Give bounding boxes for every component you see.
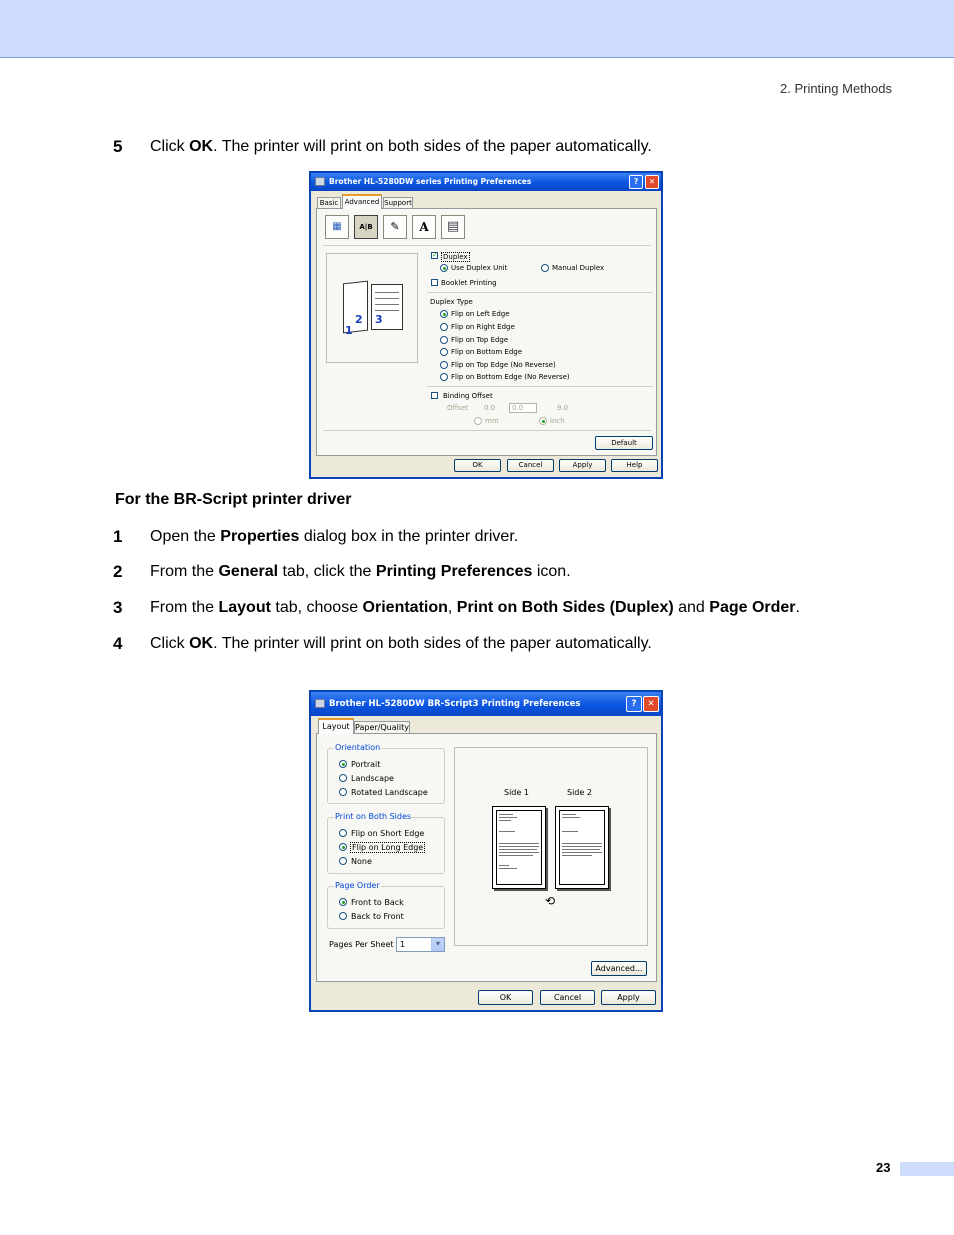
section-title: 2. Printing Methods bbox=[779, 81, 892, 96]
side-1-label: Side 1 bbox=[504, 788, 529, 797]
duplex-icon[interactable]: A|B bbox=[354, 215, 378, 239]
step-text-part: and bbox=[673, 599, 710, 616]
page-number: 23 bbox=[876, 1160, 891, 1175]
tab-layout[interactable]: Layout bbox=[318, 718, 354, 734]
use-duplex-unit-label: Use Duplex Unit bbox=[451, 264, 508, 272]
binding-offset-checkbox[interactable] bbox=[431, 392, 438, 399]
apply-button[interactable]: Apply bbox=[601, 990, 656, 1005]
tab-basic[interactable]: Basic bbox=[317, 197, 341, 209]
preview-page-2 bbox=[555, 806, 609, 889]
preview-line bbox=[499, 868, 517, 869]
step-text-part: From the bbox=[150, 599, 219, 616]
title-bar bbox=[311, 173, 661, 191]
ok-button[interactable]: OK bbox=[478, 990, 533, 1005]
offset-input[interactable]: 0.0 bbox=[509, 403, 537, 413]
help-icon[interactable]: ? bbox=[629, 175, 643, 189]
offset-label: Offset bbox=[447, 404, 469, 412]
step-number: 1 bbox=[113, 527, 123, 546]
flip-short-edge-radio[interactable] bbox=[339, 829, 347, 837]
subheading: For the BR-Script printer driver bbox=[115, 491, 352, 508]
step-number: 5 bbox=[113, 137, 123, 156]
dialog-title: Brother HL-5280DW BR-Script3 Printing Preferences bbox=[329, 699, 581, 709]
unit-inch-label: inch bbox=[550, 417, 565, 425]
close-icon[interactable]: ✕ bbox=[643, 696, 659, 712]
duplex-type-label: Flip on Bottom Edge bbox=[451, 348, 523, 356]
preview-line bbox=[375, 304, 399, 305]
step-text-part: tab, choose bbox=[270, 599, 363, 616]
preview-line bbox=[499, 852, 539, 853]
step-text-part: . bbox=[795, 599, 800, 616]
duplex-label: Duplex bbox=[443, 253, 468, 261]
manual-duplex-label: Manual Duplex bbox=[552, 264, 605, 272]
pages-per-sheet-label: Pages Per Sheet bbox=[329, 940, 394, 949]
page-border bbox=[559, 810, 605, 885]
step-text-bold: Page Order bbox=[709, 599, 796, 616]
duplex-checkbox[interactable]: ✓ bbox=[432, 251, 438, 259]
preview-line bbox=[499, 831, 515, 832]
preview-line bbox=[499, 849, 537, 850]
step-text bbox=[150, 527, 518, 547]
page-number-2: 2 bbox=[355, 313, 363, 326]
cancel-button[interactable]: Cancel bbox=[507, 459, 554, 472]
printing-preferences-dialog bbox=[309, 171, 663, 479]
preview-line bbox=[375, 298, 399, 299]
step-number: 4 bbox=[113, 634, 123, 653]
print-quality-icon[interactable]: ▦ bbox=[325, 215, 349, 239]
flip-long-edge-radio[interactable] bbox=[339, 843, 347, 851]
booklet-printing-checkbox[interactable] bbox=[431, 279, 438, 286]
help-icon[interactable]: ? bbox=[626, 696, 642, 712]
layout-panel bbox=[316, 733, 657, 982]
duplex-type-radio[interactable] bbox=[440, 373, 448, 381]
tab-paper-quality[interactable]: Paper/Quality bbox=[355, 723, 409, 732]
side-2-label: Side 2 bbox=[567, 788, 592, 797]
back-to-front-label: Back to Front bbox=[351, 912, 404, 921]
rotated-landscape-label: Rotated Landscape bbox=[351, 788, 428, 797]
step-text bbox=[150, 562, 571, 582]
duplex-type-label: Flip on Top Edge bbox=[451, 336, 509, 344]
preview-line bbox=[562, 849, 600, 850]
preview-line bbox=[499, 865, 509, 866]
step-text-part: dialog box in the printer driver. bbox=[299, 528, 519, 545]
preview-line bbox=[562, 855, 592, 856]
step-text-part: From the bbox=[150, 563, 219, 580]
portrait-radio[interactable] bbox=[339, 760, 347, 768]
step-text-bold: Print on Both Sides (Duplex) bbox=[456, 599, 674, 616]
step-text-bold: Properties bbox=[220, 528, 300, 545]
divider bbox=[427, 386, 653, 387]
footer-band bbox=[900, 1162, 954, 1176]
advanced-panel bbox=[316, 208, 657, 456]
preview-page-1 bbox=[492, 806, 546, 889]
divider bbox=[427, 292, 653, 293]
watermark-icon[interactable]: ✎ bbox=[383, 215, 407, 239]
offset-min: 0.0 bbox=[484, 404, 496, 412]
step-text-bold: Orientation bbox=[362, 599, 448, 616]
preview-line bbox=[375, 310, 399, 311]
duplex-type-label: Flip on Bottom Edge (No Reverse) bbox=[451, 373, 570, 381]
dialog-title: Brother HL-5280DW series Printing Preferences bbox=[329, 177, 532, 186]
step-text-bold: General bbox=[218, 563, 279, 580]
page-border bbox=[496, 810, 542, 885]
page-number-3: 3 bbox=[375, 313, 383, 326]
step-text bbox=[150, 137, 652, 157]
duplex-type-label: Flip on Top Edge (No Reverse) bbox=[451, 361, 556, 369]
duplex-type-radio[interactable] bbox=[440, 348, 448, 356]
divider bbox=[323, 430, 651, 431]
preview-line bbox=[499, 843, 539, 844]
page-order-label: Page Order bbox=[335, 881, 380, 890]
step-text-part: . The printer will print on both sides of the paper automatically. bbox=[213, 138, 652, 155]
step-text-part: Open the bbox=[150, 528, 221, 545]
none-label: None bbox=[351, 857, 372, 866]
step-number: 3 bbox=[113, 598, 123, 617]
apply-button[interactable]: Apply bbox=[559, 459, 606, 472]
pages-per-sheet-value: 1 bbox=[400, 940, 406, 949]
printer-icon bbox=[315, 177, 325, 186]
front-to-back-radio[interactable] bbox=[339, 898, 347, 906]
preview-line bbox=[499, 814, 513, 815]
preview-line bbox=[562, 852, 602, 853]
help-button[interactable]: Help bbox=[611, 459, 658, 472]
divider bbox=[323, 245, 651, 246]
tab-support[interactable]: Support bbox=[384, 199, 412, 207]
step-text-part: icon. bbox=[532, 563, 571, 580]
preview-line bbox=[499, 820, 511, 821]
unit-mm-label: mm bbox=[485, 417, 499, 425]
default-button[interactable]: Default bbox=[595, 436, 653, 450]
duplex-type-radio[interactable] bbox=[440, 310, 448, 318]
duplex-type-radio[interactable] bbox=[440, 361, 448, 369]
step-text bbox=[150, 598, 800, 618]
flip-long-edge-label: Flip on Long Edge bbox=[352, 843, 424, 852]
flip-direction-icon: ⟲ bbox=[545, 894, 556, 908]
landscape-label: Landscape bbox=[351, 774, 394, 783]
rotated-landscape-radio[interactable] bbox=[339, 788, 347, 796]
close-icon[interactable]: ✕ bbox=[645, 175, 659, 189]
page-setting-icon[interactable]: A bbox=[412, 215, 436, 239]
duplex-type-label: Flip on Left Edge bbox=[451, 310, 510, 318]
tab-advanced[interactable]: Advanced bbox=[342, 194, 382, 209]
layout-preview bbox=[454, 747, 648, 946]
preview-line bbox=[499, 846, 539, 847]
back-to-front-radio[interactable] bbox=[339, 912, 347, 920]
orientation-label: Orientation bbox=[335, 743, 381, 752]
step-text-part: . The printer will print on both sides of the paper automatically. bbox=[213, 635, 652, 652]
header-band bbox=[0, 0, 954, 58]
chevron-down-icon[interactable]: ▾ bbox=[431, 938, 444, 951]
duplex-type-label: Flip on Right Edge bbox=[451, 323, 515, 331]
step-number: 2 bbox=[113, 562, 123, 581]
br-script-preferences-dialog bbox=[309, 690, 663, 1012]
step-text-part: tab, click the bbox=[278, 563, 376, 580]
unit-inch-radio[interactable] bbox=[539, 417, 547, 425]
landscape-radio[interactable] bbox=[339, 774, 347, 782]
preview-line bbox=[562, 831, 578, 832]
manual-duplex-radio[interactable] bbox=[541, 264, 549, 272]
duplex-type-radio[interactable] bbox=[440, 323, 448, 331]
step-text-part: Click bbox=[150, 635, 190, 652]
duplex-type-label: Duplex Type bbox=[430, 298, 473, 306]
step-text bbox=[150, 634, 652, 654]
step-text-bold: OK bbox=[189, 138, 214, 155]
ok-button[interactable]: OK bbox=[454, 459, 501, 472]
cancel-button[interactable]: Cancel bbox=[540, 990, 595, 1005]
page-number-1: 1 bbox=[345, 324, 353, 337]
use-duplex-unit-radio[interactable] bbox=[440, 264, 448, 272]
preview-line bbox=[375, 292, 399, 293]
step-text-part: , bbox=[447, 599, 457, 616]
booklet-printing-label: Booklet Printing bbox=[441, 279, 497, 287]
pages-per-sheet-select[interactable] bbox=[396, 937, 445, 952]
step-text-bold: OK bbox=[189, 635, 214, 652]
preview-line bbox=[562, 846, 602, 847]
offset-max: 9.0 bbox=[557, 404, 569, 412]
printer-icon bbox=[315, 699, 325, 708]
none-radio[interactable] bbox=[339, 857, 347, 865]
duplex-type-radio[interactable] bbox=[440, 336, 448, 344]
device-options-icon[interactable]: ▤ bbox=[441, 215, 465, 239]
step-text-bold: Printing Preferences bbox=[375, 563, 533, 580]
title-bar bbox=[311, 692, 661, 716]
portrait-label: Portrait bbox=[351, 760, 381, 769]
page-order-group bbox=[327, 886, 445, 929]
flip-short-edge-label: Flip on Short Edge bbox=[351, 829, 425, 838]
step-text-part: Click bbox=[150, 138, 190, 155]
advanced-button[interactable]: Advanced... bbox=[591, 961, 647, 976]
duplex-preview bbox=[326, 253, 418, 363]
front-to-back-label: Front to Back bbox=[351, 898, 404, 907]
preview-line bbox=[562, 814, 576, 815]
preview-line bbox=[499, 855, 533, 856]
print-both-sides-label: Print on Both Sides bbox=[335, 812, 412, 821]
preview-line bbox=[562, 817, 580, 818]
unit-mm-radio[interactable] bbox=[474, 417, 482, 425]
preview-line bbox=[562, 843, 602, 844]
step-text-bold: Layout bbox=[218, 599, 271, 616]
preview-line bbox=[499, 817, 517, 818]
binding-offset-label: Binding Offset bbox=[443, 392, 493, 400]
